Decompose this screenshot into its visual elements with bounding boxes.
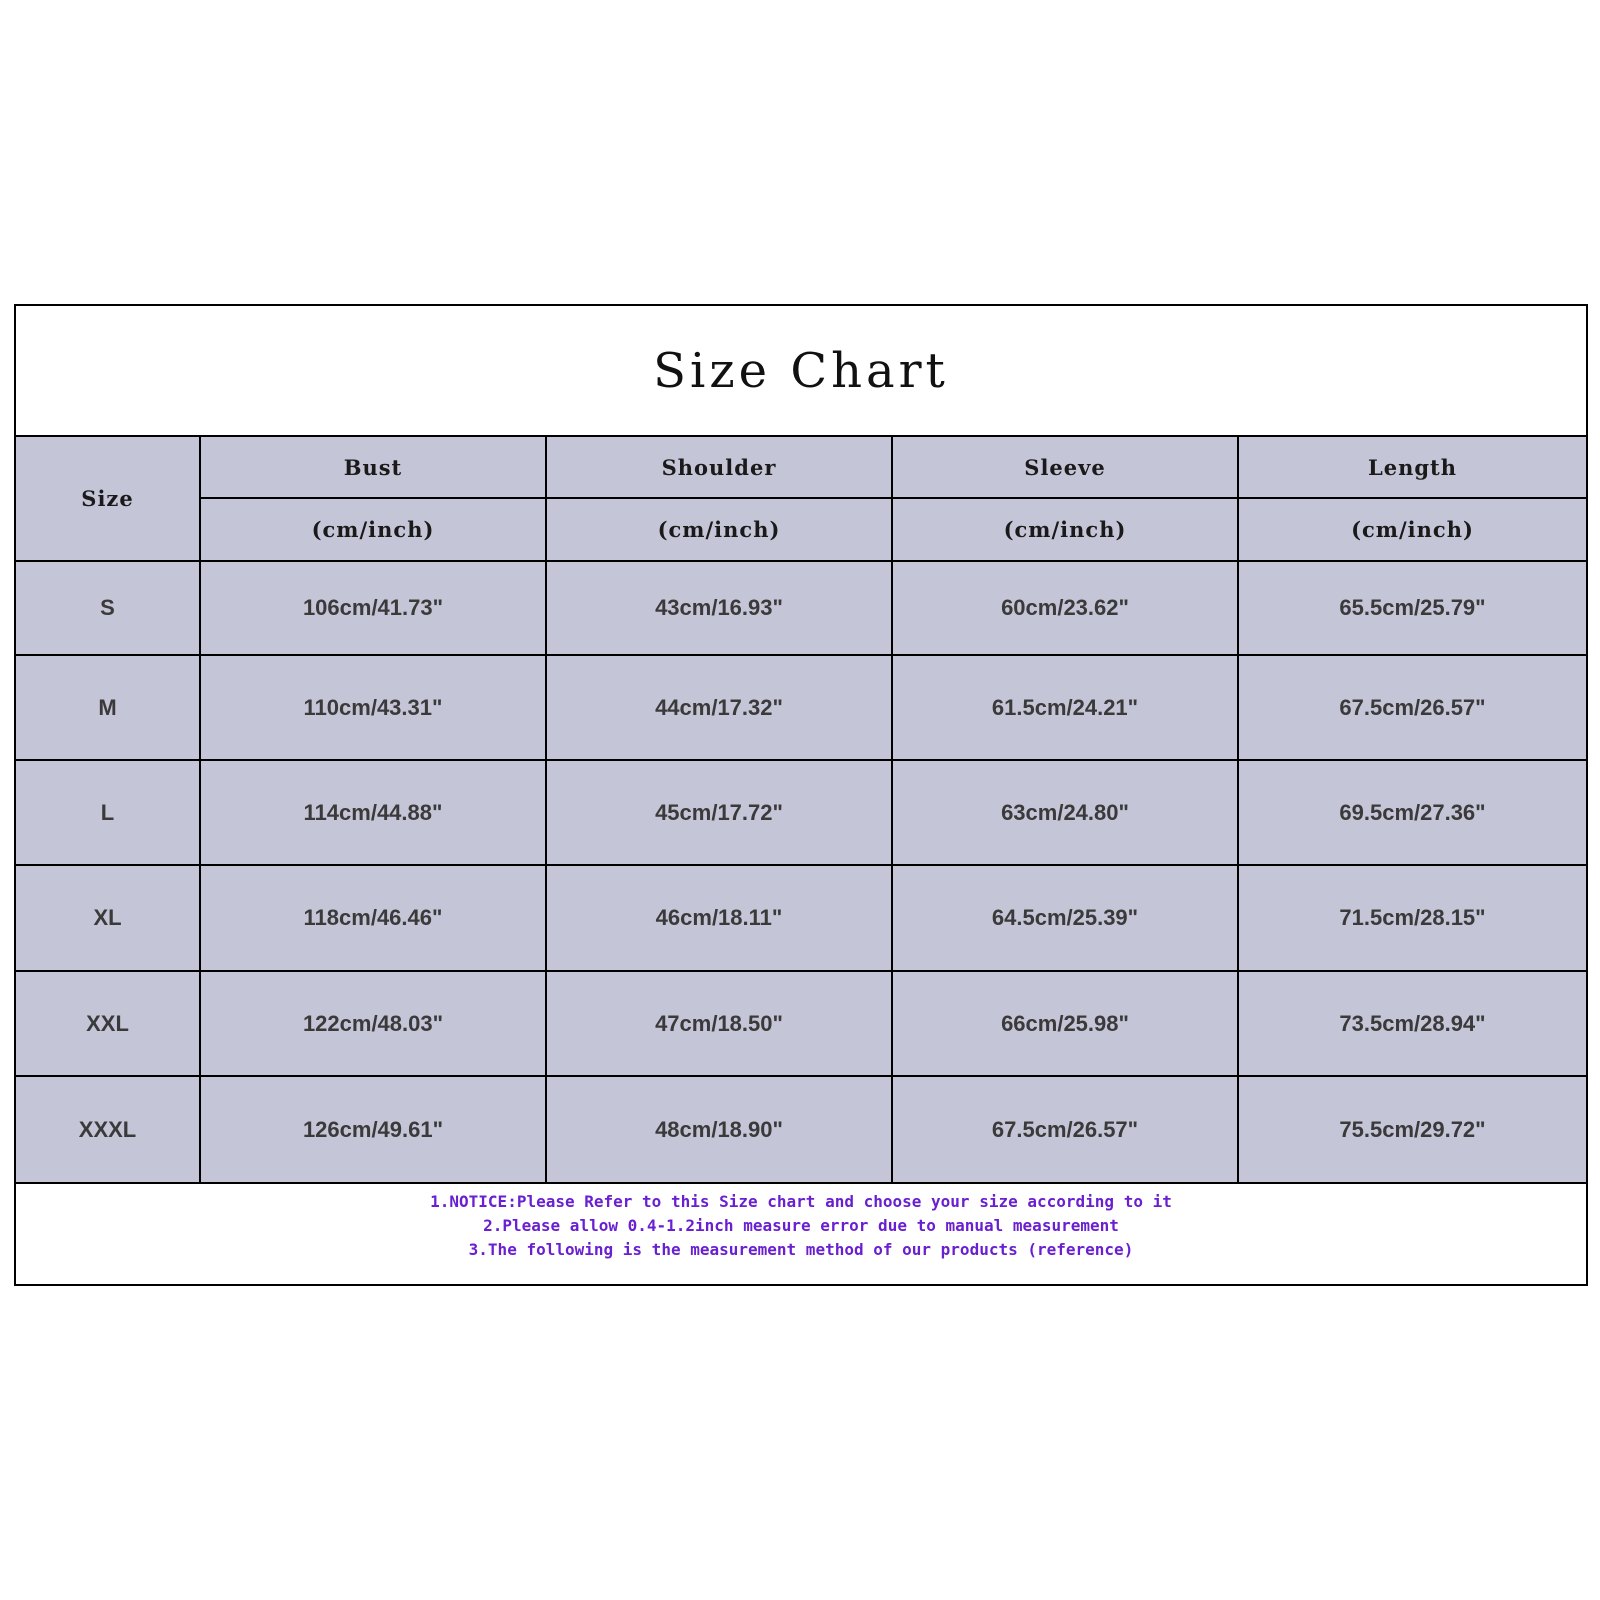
sleeve-cell: 60cm/23.62"	[892, 561, 1238, 655]
length-unit: (cm/inch)	[1238, 498, 1586, 561]
bust-cell: 122cm/48.03"	[200, 971, 546, 1076]
length-cell: 75.5cm/29.72"	[1238, 1076, 1586, 1183]
length-cell: 65.5cm/25.79"	[1238, 561, 1586, 655]
size-cell: L	[16, 760, 200, 865]
length-cell: 73.5cm/28.94"	[1238, 971, 1586, 1076]
sleeve-cell: 64.5cm/25.39"	[892, 865, 1238, 971]
shoulder-cell: 48cm/18.90"	[546, 1076, 892, 1183]
bust-unit: (cm/inch)	[200, 498, 546, 561]
shoulder-cell: 45cm/17.72"	[546, 760, 892, 865]
bust-cell: 110cm/43.31"	[200, 655, 546, 760]
header-row	[16, 436, 1586, 498]
notice-text	[16, 1184, 1586, 1284]
bust-cell: 118cm/46.46"	[200, 865, 546, 971]
bust-cell: 126cm/49.61"	[200, 1076, 546, 1183]
sleeve-cell: 67.5cm/26.57"	[892, 1076, 1238, 1183]
table-row	[16, 1076, 1586, 1183]
shoulder-cell: 43cm/16.93"	[546, 561, 892, 655]
shoulder-cell: 47cm/18.50"	[546, 971, 892, 1076]
size-chart	[14, 304, 1588, 1286]
bust-header: Bust	[200, 436, 546, 498]
shoulder-unit: (cm/inch)	[546, 498, 892, 561]
notice-line: 3.The following is the measurement method of our products (reference)	[468, 1240, 1134, 1259]
shoulder-cell: 44cm/17.32"	[546, 655, 892, 760]
shoulder-header: Shoulder	[546, 436, 892, 498]
sleeve-cell: 63cm/24.80"	[892, 760, 1238, 865]
length-cell: 71.5cm/28.15"	[1238, 865, 1586, 971]
table-row	[16, 561, 1586, 655]
table-row	[16, 655, 1586, 760]
size-cell: XL	[16, 865, 200, 971]
bust-cell: 114cm/44.88"	[200, 760, 546, 865]
size-cell: M	[16, 655, 200, 760]
chart-title: Size Chart	[653, 342, 949, 399]
length-header: Length	[1238, 436, 1586, 498]
size-header: Size	[16, 436, 200, 561]
table-row	[16, 971, 1586, 1076]
sleeve-unit: (cm/inch)	[892, 498, 1238, 561]
sleeve-cell: 61.5cm/24.21"	[892, 655, 1238, 760]
sleeve-cell: 66cm/25.98"	[892, 971, 1238, 1076]
length-cell: 67.5cm/26.57"	[1238, 655, 1586, 760]
size-cell: XXL	[16, 971, 200, 1076]
unit-row	[16, 498, 1586, 561]
size-cell: XXXL	[16, 1076, 200, 1183]
length-cell: 69.5cm/27.36"	[1238, 760, 1586, 865]
shoulder-cell: 46cm/18.11"	[546, 865, 892, 971]
size-cell: S	[16, 561, 200, 655]
notice-line: 1.NOTICE:Please Refer to this Size chart and choose your size according to it	[430, 1192, 1172, 1211]
table-row	[16, 760, 1586, 865]
notice-line: 2.Please allow 0.4-1.2inch measure error due to manual measurement	[483, 1216, 1119, 1235]
bust-cell: 106cm/41.73"	[200, 561, 546, 655]
size-table	[16, 435, 1586, 1184]
table-row	[16, 865, 1586, 971]
sleeve-header: Sleeve	[892, 436, 1238, 498]
